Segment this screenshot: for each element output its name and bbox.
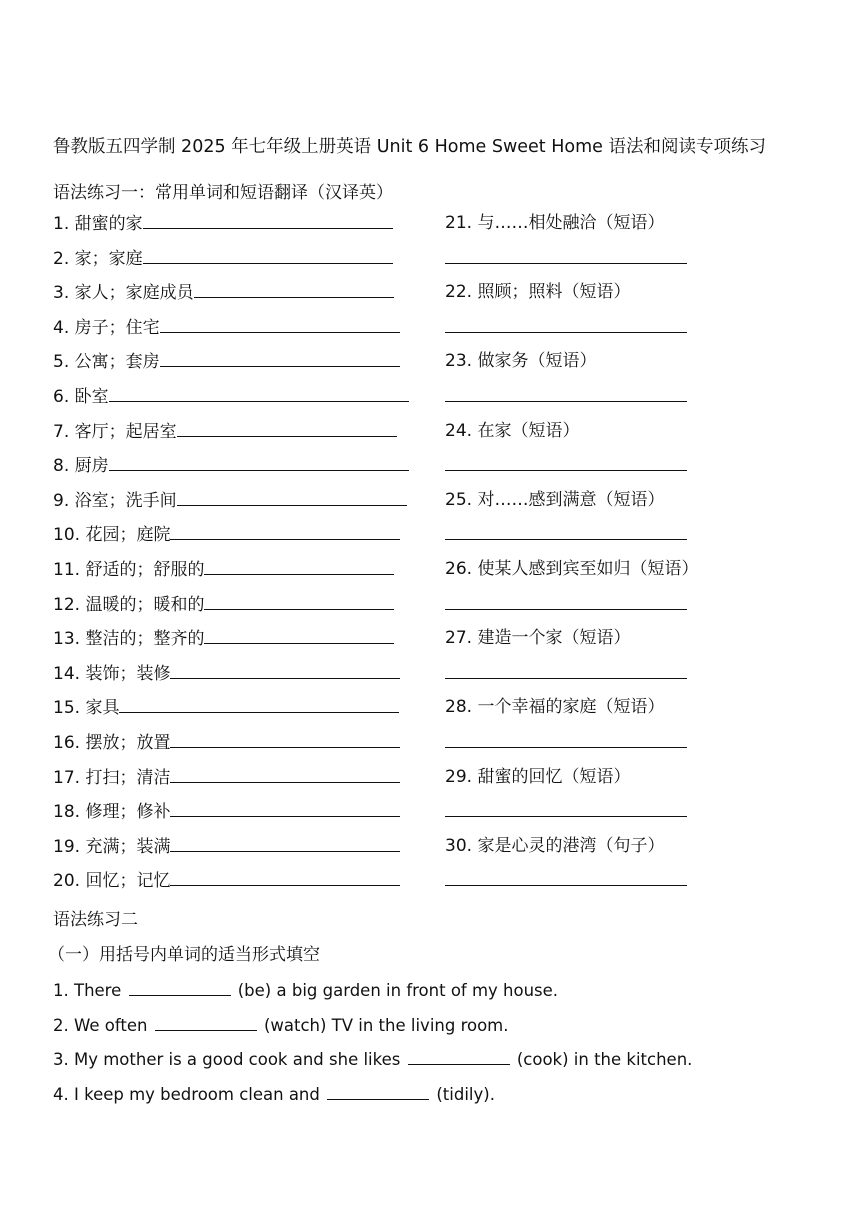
answer-blank[interactable] — [445, 587, 687, 610]
vocab-item-right — [445, 344, 745, 378]
section2-heading: 语法练习二 — [53, 910, 138, 930]
grid-row — [53, 829, 813, 864]
grid-row — [53, 241, 813, 276]
phrase-prompt: 21. 与……相处融洽（短语） — [445, 213, 665, 233]
answer-blank[interactable] — [445, 863, 687, 886]
vocab-item-right — [445, 552, 745, 586]
vocab-prompt: 7. 客厅；起居室 — [53, 421, 177, 442]
vocab-item-left — [53, 310, 415, 345]
answer-blank[interactable] — [445, 517, 687, 540]
answer-blank[interactable] — [445, 241, 687, 264]
phrase-prompt: 27. 建造一个家（短语） — [445, 628, 631, 649]
phrase-answer-line — [445, 794, 745, 829]
vocab-item-left — [53, 275, 415, 310]
exercise-text-before: 1. There — [53, 981, 122, 1000]
answer-blank[interactable] — [170, 794, 400, 817]
phrase-answer-line — [445, 725, 745, 760]
vocab-item-left — [53, 241, 415, 276]
phrase-prompt: 26. 使某人感到宾至如归（短语） — [445, 558, 699, 579]
exercise-blank[interactable] — [327, 1081, 429, 1100]
exercise-blank[interactable] — [155, 1012, 257, 1031]
grid-row — [53, 310, 813, 345]
exercise-text-after: (watch) TV in the living room. — [263, 1016, 509, 1035]
vocab-prompt: 15. 家具 — [53, 698, 120, 719]
vocab-item-right — [445, 206, 745, 240]
vocab-prompt: 8. 厨房 — [53, 456, 109, 477]
answer-blank[interactable] — [170, 517, 400, 540]
vocab-prompt: 2. 家；家庭 — [53, 248, 143, 269]
answer-blank[interactable] — [204, 621, 394, 644]
vocab-item-left — [53, 448, 415, 483]
phrase-answer-line — [445, 517, 745, 552]
vocab-item-left — [53, 587, 415, 622]
vocab-item-right — [445, 760, 745, 794]
vocab-item-left — [53, 621, 415, 656]
exercise-blank[interactable] — [408, 1046, 510, 1065]
exercise-text-before: 2. We often — [53, 1016, 148, 1035]
answer-blank[interactable] — [445, 379, 687, 402]
answer-blank[interactable] — [143, 206, 393, 229]
phrase-prompt: 30. 家是心灵的港湾（句子） — [445, 835, 665, 856]
answer-blank[interactable] — [194, 275, 394, 298]
vocab-prompt: 4. 房子；住宅 — [53, 317, 160, 338]
answer-blank[interactable] — [160, 344, 400, 367]
exercise-text-after: (tidily). — [436, 1085, 495, 1104]
vocab-item-right — [445, 621, 745, 655]
phrase-prompt: 24. 在家（短语） — [445, 420, 580, 441]
answer-blank[interactable] — [143, 241, 393, 264]
phrase-answer-line — [445, 448, 745, 483]
phrase-prompt: 28. 一个幸福的家庭（短语） — [445, 697, 665, 718]
vocab-prompt: 13. 整洁的；整齐的 — [53, 629, 205, 650]
vocab-item-left — [53, 829, 415, 864]
answer-blank[interactable] — [445, 310, 687, 333]
grid-row — [53, 656, 813, 691]
phrase-prompt: 23. 做家务（短语） — [445, 351, 597, 372]
answer-blank[interactable] — [445, 448, 687, 471]
vocab-prompt: 19. 充满；装满 — [53, 836, 171, 857]
vocab-item-left — [53, 517, 415, 552]
grid-row — [53, 517, 813, 552]
phrase-answer-line — [445, 863, 745, 898]
vocab-prompt: 5. 公寓；套房 — [53, 352, 160, 373]
section2-subheading: （一）用括号内单词的适当形式填空 — [48, 945, 320, 965]
answer-blank[interactable] — [445, 656, 687, 679]
vocab-item-left — [53, 690, 415, 725]
answer-blank[interactable] — [170, 863, 400, 886]
section1-heading: 语法练习一：常用单词和短语翻译（汉译英） — [53, 183, 393, 203]
grid-row — [53, 379, 813, 414]
grid-row — [53, 690, 813, 725]
grid-row — [53, 587, 813, 622]
answer-blank[interactable] — [109, 379, 409, 402]
vocab-item-left — [53, 794, 415, 829]
answer-blank[interactable] — [170, 656, 400, 679]
vocab-prompt: 11. 舒适的；舒服的 — [53, 559, 205, 580]
answer-blank[interactable] — [445, 725, 687, 748]
vocab-item-right — [445, 690, 745, 724]
answer-blank[interactable] — [119, 690, 399, 713]
answer-blank[interactable] — [177, 483, 407, 506]
phrase-prompt: 22. 照顾；照料（短语） — [445, 282, 631, 303]
grid-row — [53, 621, 813, 656]
grid-row — [53, 414, 813, 449]
grid-row — [53, 344, 813, 379]
grid-row — [53, 863, 813, 898]
vocab-prompt: 17. 打扫；清洁 — [53, 767, 171, 788]
grid-row — [53, 760, 813, 795]
vocab-prompt: 18. 修理；修补 — [53, 802, 171, 823]
vocab-item-left — [53, 725, 415, 760]
phrase-answer-line — [445, 656, 745, 691]
exercise-item — [53, 1012, 509, 1035]
phrase-answer-line — [445, 379, 745, 414]
vocab-item-left — [53, 863, 415, 898]
vocab-item-right — [445, 275, 745, 309]
answer-blank[interactable] — [170, 725, 400, 748]
translation-grid — [53, 206, 813, 898]
exercise-item — [53, 977, 558, 1000]
answer-blank[interactable] — [170, 760, 400, 783]
grid-row — [53, 794, 813, 829]
page-title: 鲁教版五四学制 2025 年七年级上册英语 Unit 6 Home Sweet Home 语法和阅读专项练习 — [53, 137, 766, 157]
vocab-prompt: 16. 摆放；放置 — [53, 732, 171, 753]
vocab-item-right — [445, 414, 745, 448]
answer-blank[interactable] — [109, 448, 409, 471]
vocab-item-left — [53, 379, 415, 414]
exercise-text-before: 3. My mother is a good cook and she likes — [53, 1050, 401, 1069]
vocab-prompt: 20. 回忆；记忆 — [53, 871, 171, 892]
vocab-item-left — [53, 206, 415, 241]
answer-blank[interactable] — [160, 310, 400, 333]
answer-blank[interactable] — [170, 829, 400, 852]
answer-blank[interactable] — [204, 587, 394, 610]
vocab-item-right — [445, 483, 745, 517]
vocab-prompt: 1. 甜蜜的家 — [53, 214, 143, 234]
grid-row — [53, 206, 813, 241]
answer-blank[interactable] — [204, 552, 394, 575]
vocab-item-left — [53, 414, 415, 449]
phrase-answer-line — [445, 310, 745, 345]
vocab-item-left — [53, 344, 415, 379]
vocab-item-left — [53, 760, 415, 795]
vocab-prompt: 3. 家人；家庭成员 — [53, 283, 194, 304]
phrase-answer-line — [445, 587, 745, 622]
answer-blank[interactable] — [177, 414, 397, 437]
exercise-blank[interactable] — [129, 977, 231, 996]
grid-row — [53, 448, 813, 483]
answer-blank[interactable] — [445, 794, 687, 817]
grid-row — [53, 552, 813, 587]
grid-row — [53, 725, 813, 760]
vocab-item-left — [53, 552, 415, 587]
exercise-text-before: 4. I keep my bedroom clean and — [53, 1085, 320, 1104]
vocab-prompt: 9. 浴室；洗手间 — [53, 490, 177, 511]
phrase-prompt: 25. 对……感到满意（短语） — [445, 489, 665, 510]
grid-row — [53, 483, 813, 518]
phrase-prompt: 29. 甜蜜的回忆（短语） — [445, 766, 631, 787]
vocab-prompt: 6. 卧室 — [53, 386, 109, 407]
phrase-answer-line — [445, 241, 745, 276]
vocab-prompt: 10. 花园；庭院 — [53, 525, 171, 546]
exercise-text-after: (be) a big garden in front of my house. — [237, 981, 559, 1000]
exercise-text-after: (cook) in the kitchen. — [516, 1050, 693, 1069]
vocab-item-left — [53, 483, 415, 518]
vocab-item-right — [445, 829, 745, 863]
vocab-prompt: 14. 装饰；装修 — [53, 663, 171, 684]
vocab-prompt: 12. 温暖的；暖和的 — [53, 594, 205, 615]
exercise-item — [53, 1046, 692, 1069]
vocab-item-left — [53, 656, 415, 691]
grid-row — [53, 275, 813, 310]
exercise-item — [53, 1081, 495, 1104]
